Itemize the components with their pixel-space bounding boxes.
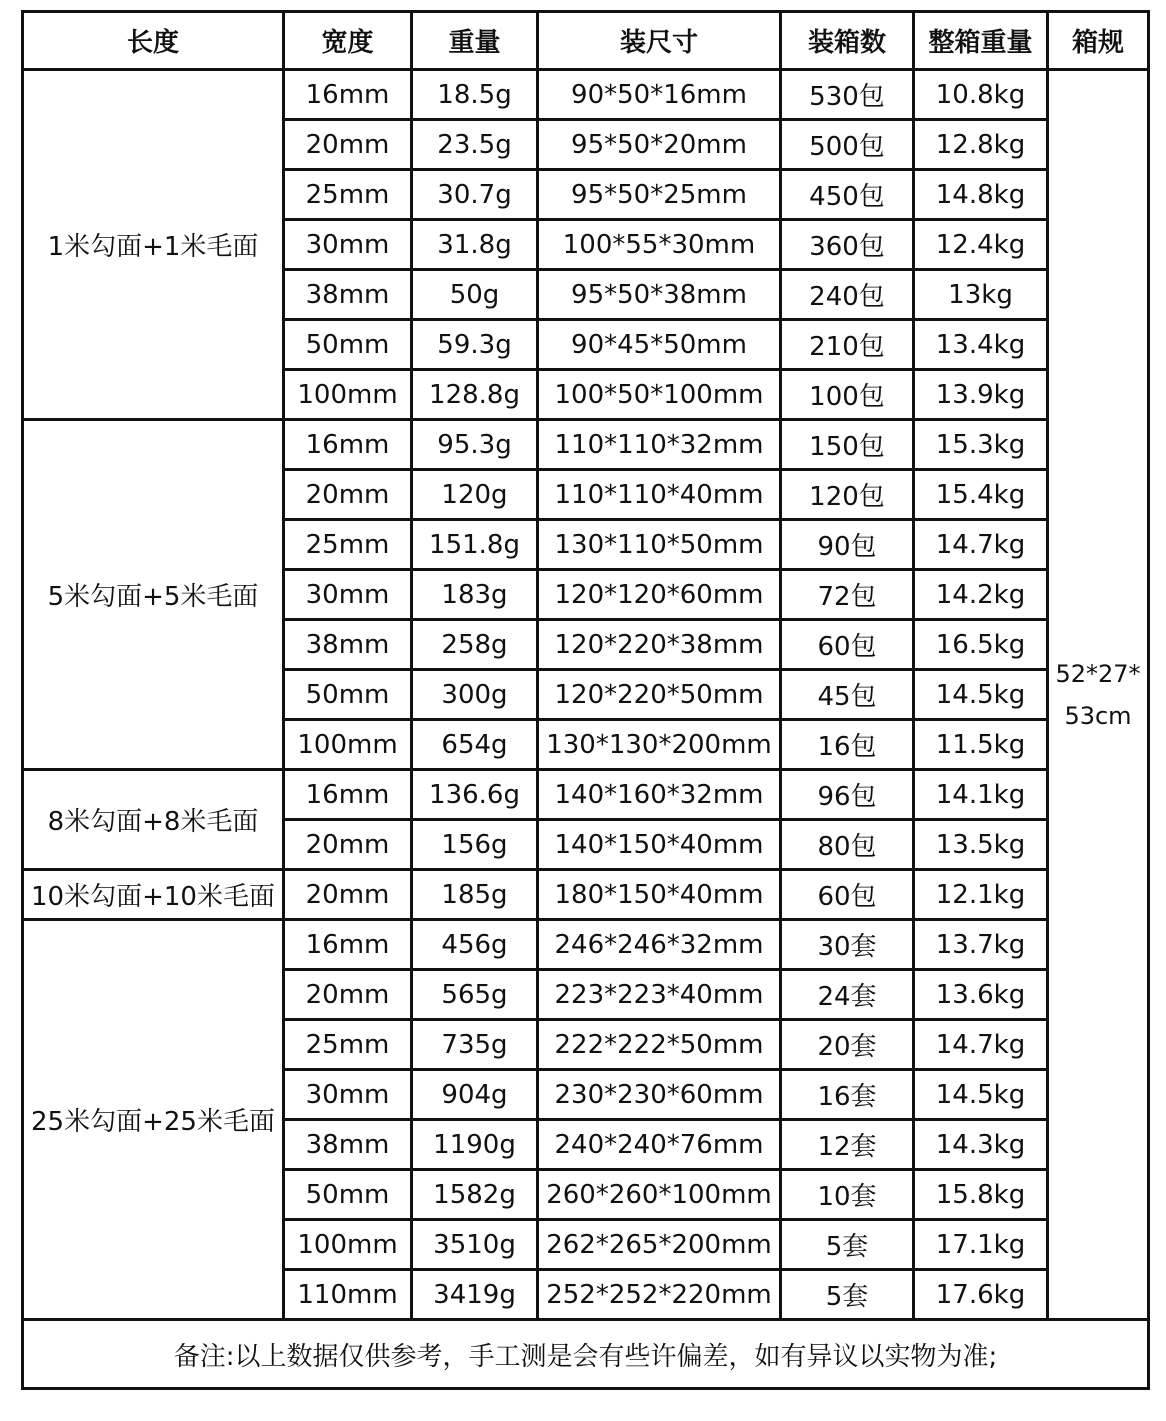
pack-count-cell: 24套 [781, 970, 914, 1020]
box-weight-cell: 10.8kg [914, 70, 1048, 120]
box-weight-cell: 14.7kg [914, 1020, 1048, 1070]
width-cell: 20mm [284, 820, 412, 870]
weight-cell: 50g [412, 270, 538, 320]
pack-count-cell: 12套 [781, 1120, 914, 1170]
pack-count-cell: 90包 [781, 520, 914, 570]
pack-size-cell: 90*50*16mm [538, 70, 781, 120]
box-weight-cell: 17.6kg [914, 1270, 1048, 1320]
pack-count-cell: 45包 [781, 670, 914, 720]
weight-cell: 31.8g [412, 220, 538, 270]
pack-count-cell: 500包 [781, 120, 914, 170]
pack-size-cell: 223*223*40mm [538, 970, 781, 1020]
header-pack-size: 装尺寸 [538, 12, 781, 70]
pack-size-cell: 246*246*32mm [538, 920, 781, 970]
box-weight-cell: 14.1kg [914, 770, 1048, 820]
pack-count-cell: 210包 [781, 320, 914, 370]
width-cell: 30mm [284, 1070, 412, 1120]
box-weight-cell: 13.9kg [914, 370, 1048, 420]
weight-cell: 18.5g [412, 70, 538, 120]
width-cell: 16mm [284, 70, 412, 120]
box-weight-cell: 12.4kg [914, 220, 1048, 270]
weight-cell: 59.3g [412, 320, 538, 370]
pack-count-cell: 60包 [781, 870, 914, 920]
box-weight-cell: 13.5kg [914, 820, 1048, 870]
pack-size-cell: 95*50*38mm [538, 270, 781, 320]
pack-count-cell: 150包 [781, 420, 914, 470]
pack-size-cell: 110*110*32mm [538, 420, 781, 470]
header-row [23, 12, 1149, 70]
weight-cell: 300g [412, 670, 538, 720]
weight-cell: 1190g [412, 1120, 538, 1170]
pack-size-cell: 90*45*50mm [538, 320, 781, 370]
pack-count-cell: 16包 [781, 720, 914, 770]
pack-size-cell: 252*252*220mm [538, 1270, 781, 1320]
table-row [23, 770, 1149, 820]
width-cell: 38mm [284, 1120, 412, 1170]
pack-count-cell: 240包 [781, 270, 914, 320]
box-weight-cell: 13.6kg [914, 970, 1048, 1020]
width-cell: 50mm [284, 670, 412, 720]
length-group-cell: 25米勾面+25米毛面 [23, 920, 284, 1320]
pack-size-cell: 110*110*40mm [538, 470, 781, 520]
weight-cell: 735g [412, 1020, 538, 1070]
width-cell: 110mm [284, 1270, 412, 1320]
pack-size-cell: 230*230*60mm [538, 1070, 781, 1120]
table-row [23, 420, 1149, 470]
box-weight-cell: 14.2kg [914, 570, 1048, 620]
header-length: 长度 [23, 12, 284, 70]
box-spec-cell [1048, 70, 1149, 1320]
box-weight-cell: 13.7kg [914, 920, 1048, 970]
weight-cell: 23.5g [412, 120, 538, 170]
pack-count-cell: 530包 [781, 70, 914, 120]
box-weight-cell: 14.3kg [914, 1120, 1048, 1170]
weight-cell: 136.6g [412, 770, 538, 820]
box-weight-cell: 12.8kg [914, 120, 1048, 170]
weight-cell: 3510g [412, 1220, 538, 1270]
pack-size-cell: 140*160*32mm [538, 770, 781, 820]
width-cell: 50mm [284, 1170, 412, 1220]
pack-count-cell: 5套 [781, 1270, 914, 1320]
width-cell: 25mm [284, 1020, 412, 1070]
header-weight: 重量 [412, 12, 538, 70]
pack-count-cell: 96包 [781, 770, 914, 820]
pack-count-cell: 360包 [781, 220, 914, 270]
pack-count-cell: 60包 [781, 620, 914, 670]
weight-cell: 3419g [412, 1270, 538, 1320]
table-body [23, 70, 1149, 1320]
box-weight-cell: 13.4kg [914, 320, 1048, 370]
weight-cell: 258g [412, 620, 538, 670]
pack-size-cell: 95*50*20mm [538, 120, 781, 170]
pack-size-cell: 120*220*38mm [538, 620, 781, 670]
width-cell: 38mm [284, 270, 412, 320]
header-box-weight: 整箱重量 [914, 12, 1048, 70]
box-weight-cell: 14.5kg [914, 1070, 1048, 1120]
table-row [23, 920, 1149, 970]
pack-count-cell: 100包 [781, 370, 914, 420]
table-row [23, 870, 1149, 920]
box-weight-cell: 11.5kg [914, 720, 1048, 770]
box-weight-cell: 16.5kg [914, 620, 1048, 670]
weight-cell: 151.8g [412, 520, 538, 570]
width-cell: 30mm [284, 220, 412, 270]
weight-cell: 456g [412, 920, 538, 970]
pack-size-cell: 240*240*76mm [538, 1120, 781, 1170]
weight-cell: 95.3g [412, 420, 538, 470]
box-spec-line2: 53cm [1064, 701, 1132, 730]
pack-size-cell: 120*220*50mm [538, 670, 781, 720]
box-weight-cell: 12.1kg [914, 870, 1048, 920]
width-cell: 100mm [284, 1220, 412, 1270]
pack-count-cell: 120包 [781, 470, 914, 520]
weight-cell: 120g [412, 470, 538, 520]
pack-count-cell: 5套 [781, 1220, 914, 1270]
weight-cell: 1582g [412, 1170, 538, 1220]
pack-size-cell: 260*260*100mm [538, 1170, 781, 1220]
width-cell: 25mm [284, 520, 412, 570]
pack-size-cell: 222*222*50mm [538, 1020, 781, 1070]
box-weight-cell: 14.5kg [914, 670, 1048, 720]
pack-count-cell: 30套 [781, 920, 914, 970]
note-text: 备注:以上数据仅供参考，手工测是会有些许偏差，如有异议以实物为准; [23, 1320, 1149, 1389]
box-weight-cell: 14.7kg [914, 520, 1048, 570]
pack-count-cell: 10套 [781, 1170, 914, 1220]
weight-cell: 183g [412, 570, 538, 620]
width-cell: 30mm [284, 570, 412, 620]
width-cell: 16mm [284, 420, 412, 470]
header-box-spec: 箱规 [1048, 12, 1149, 70]
weight-cell: 30.7g [412, 170, 538, 220]
note-row [23, 1320, 1149, 1389]
width-cell: 20mm [284, 470, 412, 520]
header-pack-count: 装箱数 [781, 12, 914, 70]
width-cell: 16mm [284, 920, 412, 970]
width-cell: 100mm [284, 720, 412, 770]
width-cell: 20mm [284, 120, 412, 170]
pack-size-cell: 130*130*200mm [538, 720, 781, 770]
width-cell: 20mm [284, 870, 412, 920]
length-group-cell: 1米勾面+1米毛面 [23, 70, 284, 420]
width-cell: 100mm [284, 370, 412, 420]
width-cell: 16mm [284, 770, 412, 820]
pack-count-cell: 16套 [781, 1070, 914, 1120]
pack-count-cell: 20套 [781, 1020, 914, 1070]
width-cell: 20mm [284, 970, 412, 1020]
pack-size-cell: 100*50*100mm [538, 370, 781, 420]
box-weight-cell: 15.4kg [914, 470, 1048, 520]
box-spec-line1: 52*27* [1055, 659, 1141, 688]
weight-cell: 565g [412, 970, 538, 1020]
box-weight-cell: 14.8kg [914, 170, 1048, 220]
box-weight-cell: 17.1kg [914, 1220, 1048, 1270]
pack-size-cell: 140*150*40mm [538, 820, 781, 870]
pack-size-cell: 95*50*25mm [538, 170, 781, 220]
table-row [23, 70, 1149, 120]
pack-size-cell: 262*265*200mm [538, 1220, 781, 1270]
length-group-cell: 5米勾面+5米毛面 [23, 420, 284, 770]
box-weight-cell: 15.8kg [914, 1170, 1048, 1220]
pack-size-cell: 120*120*60mm [538, 570, 781, 620]
header-width: 宽度 [284, 12, 412, 70]
weight-cell: 654g [412, 720, 538, 770]
length-group-cell: 8米勾面+8米毛面 [23, 770, 284, 870]
width-cell: 50mm [284, 320, 412, 370]
pack-size-cell: 180*150*40mm [538, 870, 781, 920]
box-weight-cell: 15.3kg [914, 420, 1048, 470]
pack-size-cell: 130*110*50mm [538, 520, 781, 570]
pack-count-cell: 450包 [781, 170, 914, 220]
width-cell: 38mm [284, 620, 412, 670]
pack-size-cell: 100*55*30mm [538, 220, 781, 270]
width-cell: 25mm [284, 170, 412, 220]
box-weight-cell: 13kg [914, 270, 1048, 320]
weight-cell: 156g [412, 820, 538, 870]
weight-cell: 904g [412, 1070, 538, 1120]
product-spec-table [21, 10, 1150, 1390]
pack-count-cell: 80包 [781, 820, 914, 870]
weight-cell: 128.8g [412, 370, 538, 420]
weight-cell: 185g [412, 870, 538, 920]
pack-count-cell: 72包 [781, 570, 914, 620]
length-group-cell: 10米勾面+10米毛面 [23, 870, 284, 920]
